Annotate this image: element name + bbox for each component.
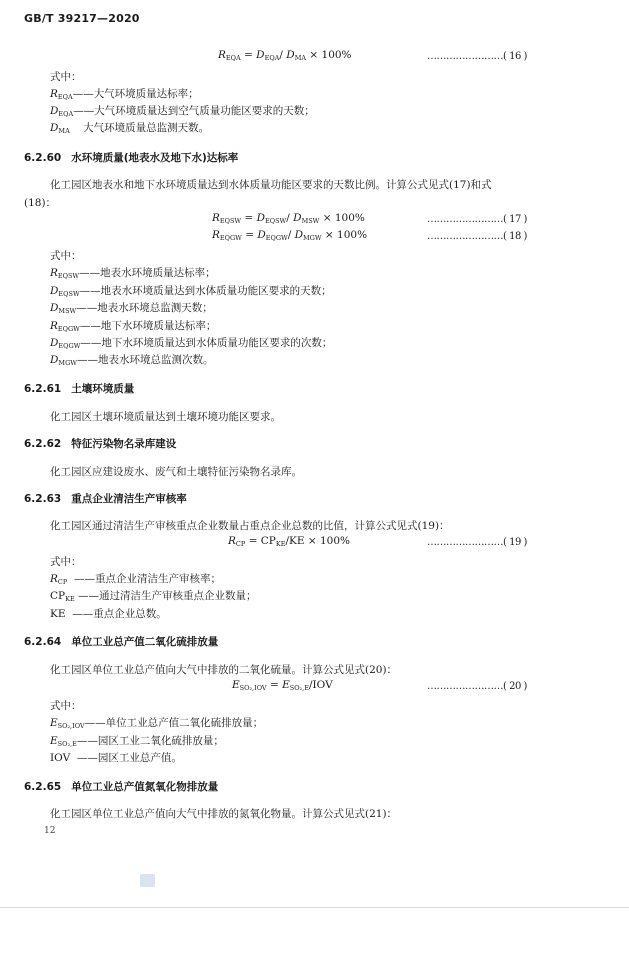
definition-item: $E_{SO_2,E}——$园区工业二氧化硫排放量； bbox=[50, 735, 224, 748]
watermark-stamp bbox=[140, 874, 155, 887]
page-header: GB/T 39217—2020 bbox=[24, 12, 140, 25]
where-label: 式中： bbox=[50, 556, 82, 568]
definition-item: $CP_{KE}$ ——通过清洁生产审核重点企业数量； bbox=[50, 590, 257, 603]
definition-item: IOV ——园区工业总产值。 bbox=[50, 752, 182, 764]
section-heading-6-2-63: 6.2.63 重点企业清洁生产审核率 bbox=[24, 493, 187, 505]
section-heading-6-2-64: 6.2.64 单位工业总产值二氧化硫排放量 bbox=[24, 636, 219, 648]
page-number: 12 bbox=[44, 826, 56, 836]
definition-item: $D_{MGW}——$地表水环境总监测次数。 bbox=[50, 354, 214, 367]
equation-number-19: ……………………( 19 ) bbox=[427, 537, 527, 548]
page-bottom-divider bbox=[0, 907, 629, 908]
paragraph: 化工园区单位工业总产值向大气中排放的氮氧化物量。计算公式见式(21)： bbox=[50, 808, 398, 820]
definition-item: $D_{EQSW}——$地表水环境质量达到水体质量功能区要求的天数； bbox=[50, 285, 332, 298]
definition-item: $R_{EQGW}——$地下水环境质量达标率； bbox=[50, 320, 217, 333]
definition-item: $D_{MSW}——$地表水环境总监测天数； bbox=[50, 302, 213, 315]
definition-item: $D_{MA}$ 大气环境质量总监测天数。 bbox=[50, 122, 210, 135]
formula-17: $R_{EQSW} = D_{EQSW}/$ $D_{MSW} \times 100\%$ bbox=[212, 212, 365, 225]
equation-number-20: ……………………( 20 ) bbox=[427, 681, 527, 692]
section-heading-6-2-61: 6.2.61 土壤环境质量 bbox=[24, 383, 135, 395]
equation-number-18: ……………………( 18 ) bbox=[427, 231, 527, 242]
definition-item: KE ——重点企业总数。 bbox=[50, 608, 167, 620]
section-heading-6-2-65: 6.2.65 单位工业总产值氮氧化物排放量 bbox=[24, 781, 219, 793]
paragraph: 化工园区单位工业总产值向大气中排放的二氧化硫量。计算公式见式(20)： bbox=[50, 664, 398, 676]
definition-item: $R_{CP}$ ——重点企业清洁生产审核率； bbox=[50, 573, 221, 586]
definition-item: $D_{EQGW}——$地下水环境质量达到水体质量功能区要求的次数； bbox=[50, 337, 333, 350]
definition-item: $D_{EQA}——$大气环境质量达到空气质量功能区要求的天数； bbox=[50, 105, 315, 118]
where-label: 式中： bbox=[50, 700, 82, 712]
equation-number-16: ……………………( 16 ) bbox=[427, 51, 527, 62]
definition-item: $E_{SO_2,IOV}——$单位工业总产值二氧化硫排放量； bbox=[50, 717, 264, 730]
formula-16: $R_{EQA} = D_{EQA}/$ $D_{MA} \times 100\%$ bbox=[218, 49, 352, 62]
definition-item: $R_{EQSW}——$地表水环境质量达标率； bbox=[50, 267, 216, 280]
definition-item: $R_{EQA}——$大气环境质量达标率； bbox=[50, 88, 199, 101]
paragraph: 化工园区地表水和地下水环境质量达到水体质量功能区要求的天数比例。计算公式见式(17)和式 bbox=[50, 179, 492, 191]
paragraph: 化工园区土壤环境质量达到土壤环境功能区要求。 bbox=[50, 411, 281, 423]
paragraph: 化工园区通过清洁生产审核重点企业数量占重点企业总数的比值，计算公式见式(19)： bbox=[50, 520, 450, 532]
section-heading-6-2-60: 6.2.60 水环境质量(地表水及地下水)达标率 bbox=[24, 152, 239, 164]
paragraph: 化工园区应建设废水、废气和土壤特征污染物名录库。 bbox=[50, 466, 302, 478]
formula-18: $R_{EQGW} = D_{EQGW}/$ $D_{MGW} \times 100\%$ bbox=[212, 229, 368, 242]
where-label: 式中： bbox=[50, 71, 82, 83]
formula-20: $E_{SO_2,IOV} = E_{SO_2,E}/IOV$ bbox=[232, 679, 333, 692]
where-label: 式中： bbox=[50, 250, 82, 262]
paragraph-continuation: (18)： bbox=[24, 197, 57, 209]
section-heading-6-2-62: 6.2.62 特征污染物名录库建设 bbox=[24, 438, 177, 450]
formula-19: $R_{CP} = CP_{KE}/KE \times 100\%$ bbox=[228, 535, 351, 548]
equation-number-17: ……………………( 17 ) bbox=[427, 214, 527, 225]
